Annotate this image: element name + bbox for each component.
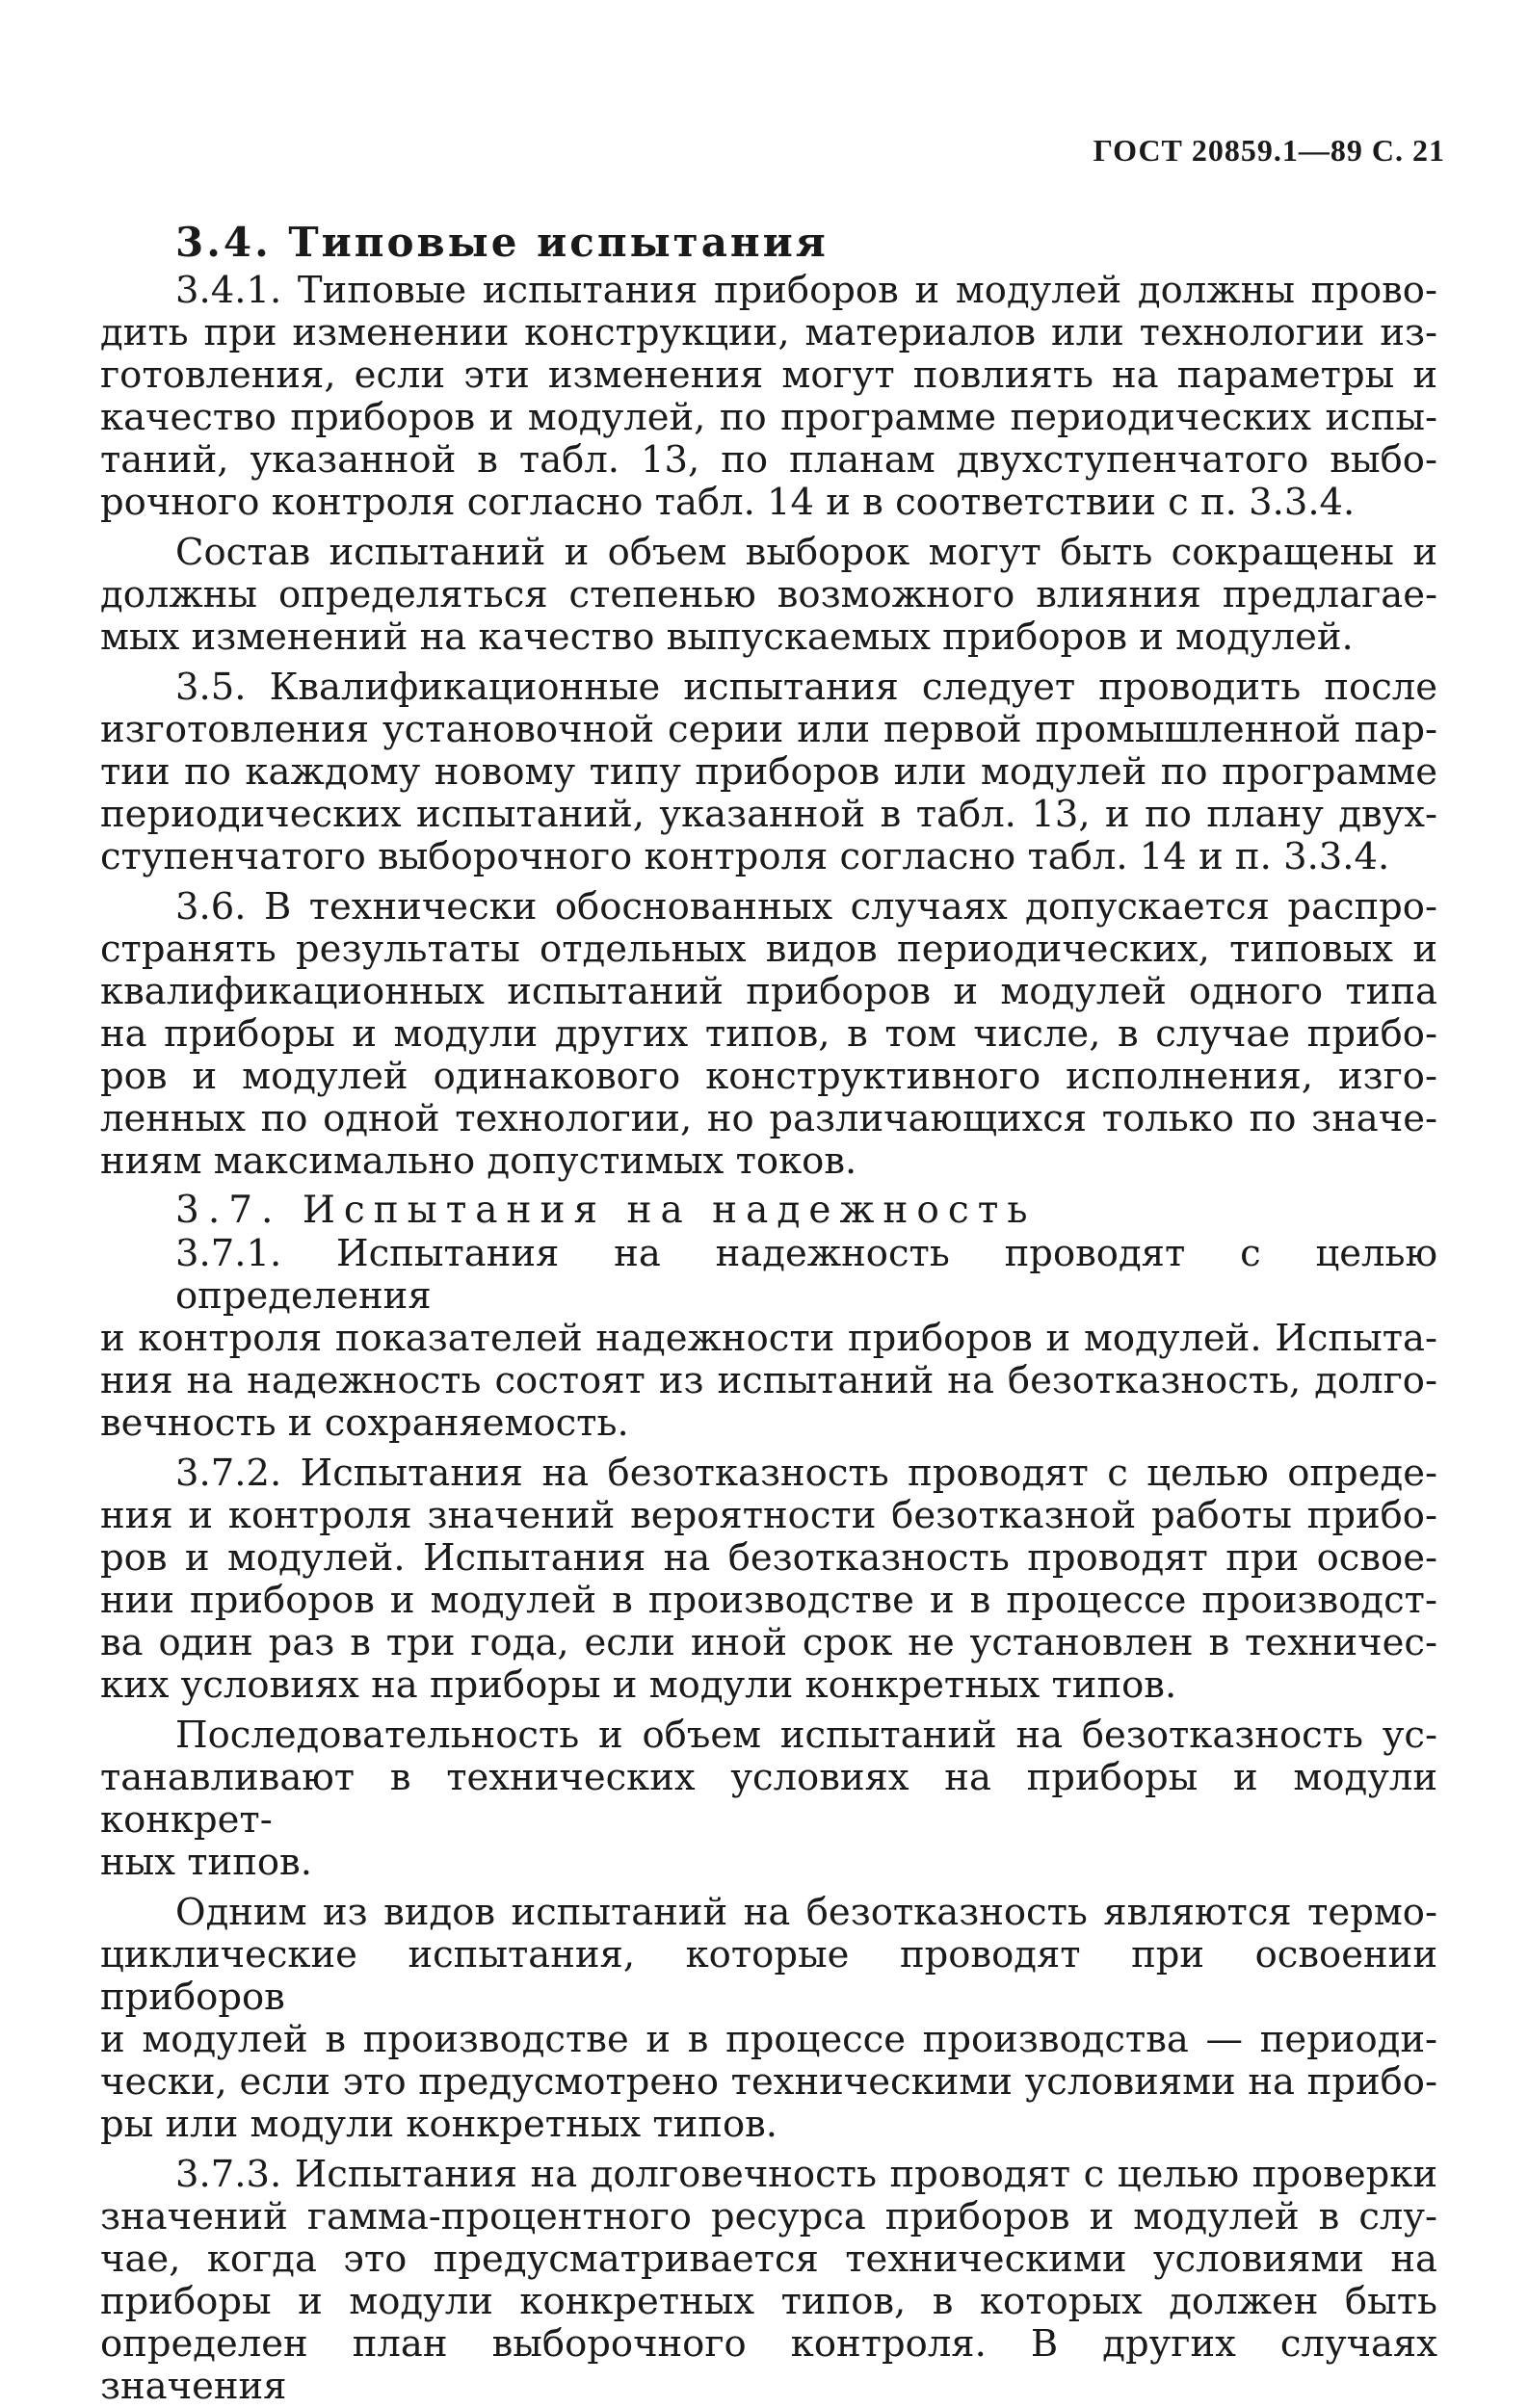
text-line: чески, если это предусмотрено техническими условиями на прибо- bbox=[100, 2060, 1437, 2104]
text-line: качество приборов и модулей, по программе периодических испы- bbox=[100, 396, 1437, 439]
paragraph-3-7-3 bbox=[100, 2154, 1437, 2408]
paragraph-3-4-1 bbox=[100, 270, 1437, 524]
page-header-standard-ref: ГОСТ 20859.1—89 С. 21 bbox=[1093, 133, 1445, 168]
paragraph-3-7-2-sequence bbox=[100, 1714, 1437, 1884]
text-line: ров и модулей одинакового конструктивного исполнения, изго- bbox=[100, 1055, 1437, 1098]
text-line: рочного контроля согласно табл. 14 и в соответствии с п. 3.3.4. bbox=[100, 481, 1356, 524]
text-line: ступенчатого выборочного контроля согласно табл. 14 и п. 3.3.4. bbox=[100, 835, 1390, 878]
text-line: готовления, если эти изменения могут повлиять на параметры и bbox=[100, 353, 1437, 397]
text-line: ниям максимально допустимых токов. bbox=[100, 1139, 857, 1183]
text-line: ных типов. bbox=[100, 1841, 312, 1884]
text-line: дить при изменении конструкции, материалов или технологии из- bbox=[100, 311, 1437, 354]
text-line: должны определяться степенью возможного влияния предлагае- bbox=[100, 573, 1437, 616]
text-line: ров и модулей. Испытания на безотказность проводят при освое- bbox=[100, 1536, 1437, 1580]
text-line: и модулей в производстве и в процессе производства — периоди- bbox=[100, 2018, 1437, 2061]
text-line: Состав испытаний и объем выборок могут быть сокращены и bbox=[175, 531, 1437, 574]
text-line: циклические испытания, которые проводят при освоении приборов bbox=[100, 1933, 1437, 2019]
paragraph-3-5 bbox=[100, 667, 1437, 878]
text-line: Последовательность и объем испытаний на безотказность ус- bbox=[175, 1714, 1437, 1757]
paragraph-3-6 bbox=[100, 886, 1437, 1183]
text-line: ленных по одной технологии, но различающихся только по значе- bbox=[100, 1097, 1437, 1140]
document-body bbox=[100, 220, 1437, 2408]
text-line: определен план выборочного контроля. В других случаях значения bbox=[100, 2322, 1437, 2408]
paragraph-3-4-scope bbox=[100, 532, 1437, 659]
text-line: квалификационных испытаний приборов и модулей одного типа bbox=[100, 970, 1437, 1013]
text-line: 3.7.2. Испытания на безотказность проводят с целью опреде- bbox=[175, 1452, 1437, 1495]
text-line: 3.6. В технически обоснованных случаях допускается распро- bbox=[175, 885, 1437, 929]
text-line: Одним из видов испытаний на безотказность являются термо- bbox=[175, 1891, 1437, 1934]
text-line: изготовления установочной серии или первой промышленной пар- bbox=[100, 708, 1437, 751]
text-line: 3.4.1. Типовые испытания приборов и модулей должны прово- bbox=[175, 269, 1437, 312]
text-line: периодических испытаний, указанной в табл. 13, и по плану двух- bbox=[100, 793, 1437, 836]
text-line: чае, когда это предусматривается техническими условиями на bbox=[100, 2238, 1437, 2281]
text-line: 3.5. Квалификационные испытания следует проводить после bbox=[175, 666, 1437, 709]
text-line: ры или модули конкретных типов. bbox=[100, 2103, 778, 2146]
text-line: 3.7.3. Испытания на долговечность проводят с целью проверки bbox=[175, 2153, 1437, 2196]
paragraph-3-7-2 bbox=[100, 1453, 1437, 1707]
text-line: и контроля показателей надежности приборов и модулей. Испыта- bbox=[100, 1317, 1437, 1360]
text-line: таний, указанной в табл. 13, по планам двухступенчатого выбо- bbox=[100, 438, 1437, 482]
text-line: тии по каждому новому типу приборов или модулей по программе bbox=[100, 750, 1437, 794]
text-line: ва один раз в три года, если иной срок не установлен в техничес- bbox=[100, 1621, 1437, 1664]
paragraph-3-7-2-thermocycling bbox=[100, 1892, 1437, 2146]
text-line: ких условиях на приборы и модули конкретных типов. bbox=[100, 1663, 1177, 1707]
section-3-4-heading: 3.4. Типовые испытания bbox=[175, 219, 829, 266]
text-line: странять результаты отдельных видов периодических, типовых и bbox=[100, 928, 1437, 971]
text-line: на приборы и модули других типов, в том числе, в случае прибо- bbox=[100, 1012, 1437, 1056]
text-line: 3.7.1. Испытания на надежность проводят с целью определения bbox=[175, 1232, 1437, 1318]
text-line: вечность и сохраняемость. bbox=[100, 1401, 629, 1445]
text-line: значений гамма-процентного ресурса приборов и модулей в слу- bbox=[100, 2195, 1437, 2238]
text-line: танавливают в технических условиях на приборы и модули конкрет- bbox=[100, 1756, 1437, 1842]
text-line: приборы и модули конкретных типов, в которых должен быть bbox=[100, 2280, 1437, 2323]
paragraph-3-7-1 bbox=[100, 1233, 1437, 1445]
text-line: мых изменений на качество выпускаемых приборов и модулей. bbox=[100, 615, 1354, 659]
text-line: нии приборов и модулей в производстве и в процессе производст- bbox=[100, 1579, 1437, 1622]
section-3-7-heading: 3.7. Испытания на надежность bbox=[175, 1189, 1037, 1232]
text-line: ния и контроля значений вероятности безотказной работы прибо- bbox=[100, 1494, 1437, 1537]
text-line: ния на надежность состоят из испытаний на безотказность, долго- bbox=[100, 1359, 1437, 1402]
